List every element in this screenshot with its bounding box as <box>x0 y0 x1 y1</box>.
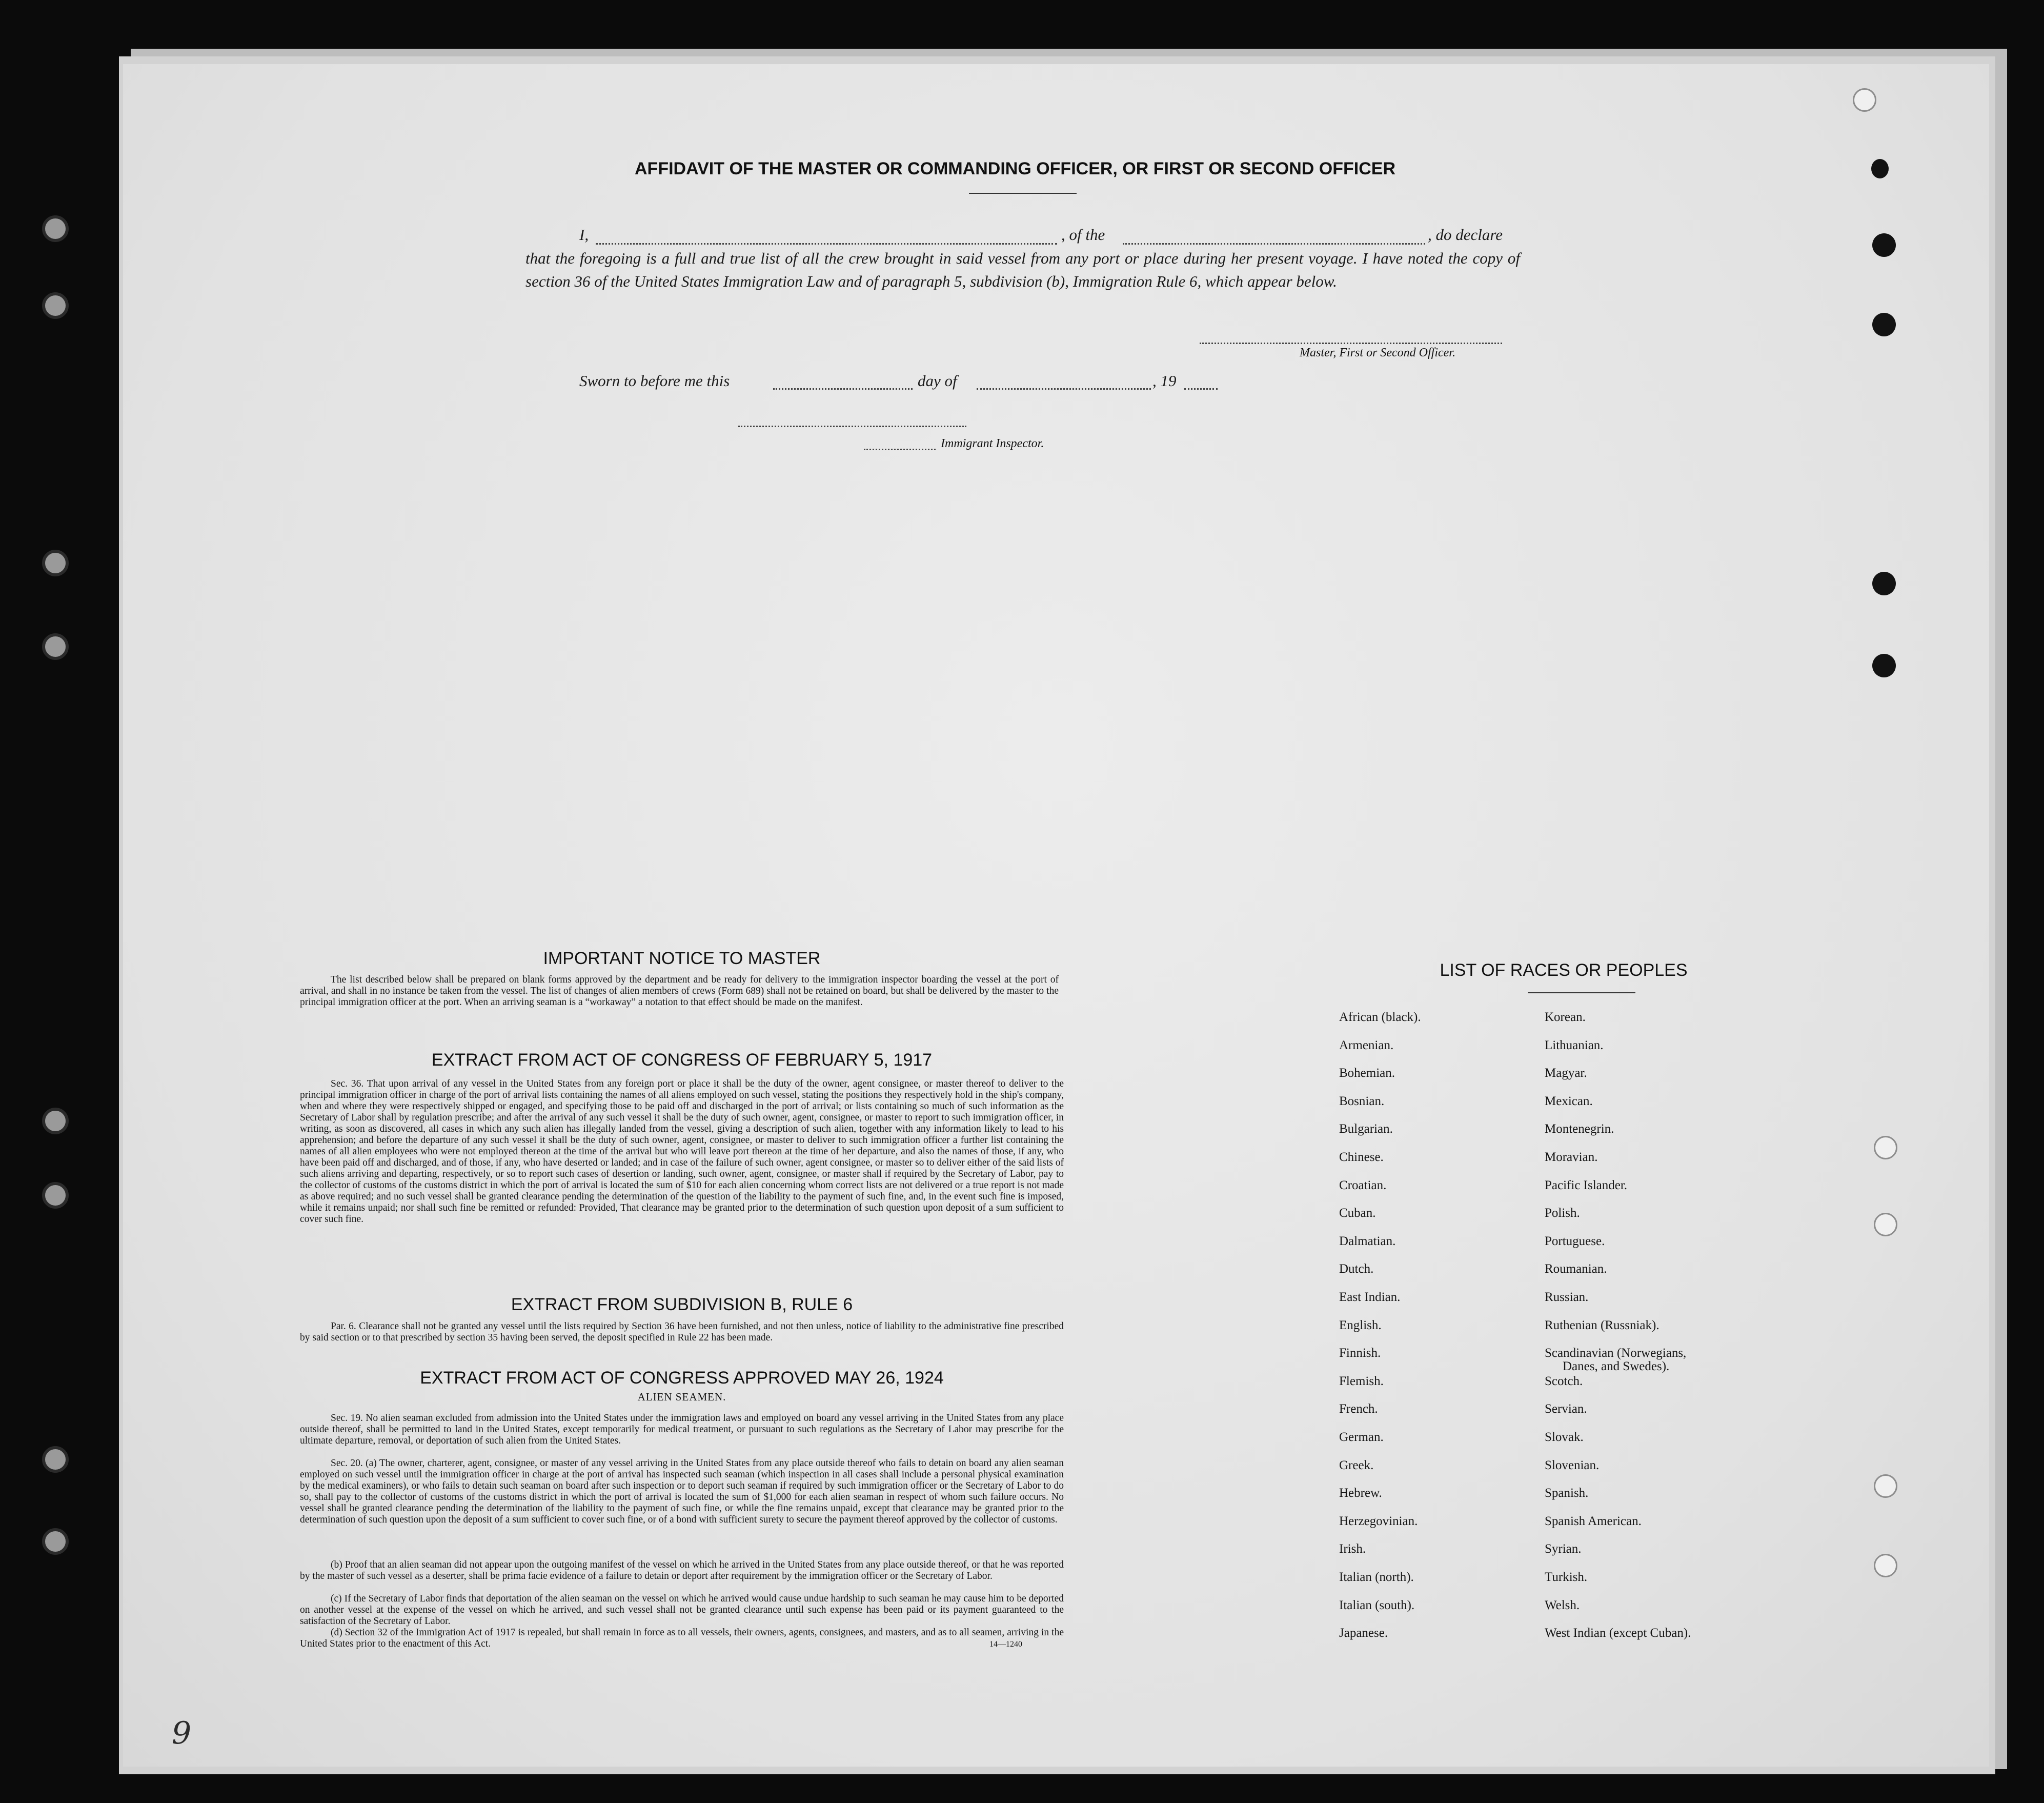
extract-1924-sec20c: (c) If the Secretary of Labor finds that deportation of the alien seaman on the vessel on which he arrived would cause undue hardship to such seaman he may cause him to be deported on another vessel at the expense of the vessel on which he arrived, and such vessel shall not be granted clearance until such expense has been paid or its payment guaranteed to the satisfaction of the Secretary of Labor. <box>300 1593 1064 1627</box>
binder-hole <box>42 550 69 576</box>
punched-hole <box>1853 88 1876 112</box>
race-item: Flemish. <box>1339 1374 1384 1388</box>
extract-1924-title: EXTRACT FROM ACT OF CONGRESS APPROVED MAY 26, 1924 <box>420 1368 944 1388</box>
race-item: Dutch. <box>1339 1262 1374 1276</box>
races-rule <box>1528 992 1635 993</box>
handwritten-mark: 9 <box>172 1715 192 1751</box>
race-item: Dalmatian. <box>1339 1234 1396 1248</box>
race-item: Greek. <box>1339 1458 1374 1472</box>
punched-hole <box>1871 159 1889 178</box>
race-item: Finnish. <box>1339 1346 1381 1360</box>
sworn-year-blank[interactable] <box>1184 388 1218 390</box>
race-item: Magyar. <box>1545 1066 1587 1080</box>
race-item: Slovenian. <box>1545 1458 1600 1472</box>
sworn-year: , 19 <box>1152 372 1177 390</box>
punched-hole <box>1872 313 1896 336</box>
race-item: Montenegrin. <box>1545 1122 1614 1136</box>
race-item: Danes, and Swedes). <box>1563 1359 1670 1374</box>
binder-hole <box>42 292 69 319</box>
affidavit-i: I, <box>579 226 589 244</box>
race-item: Croatian. <box>1339 1178 1387 1192</box>
inspector-signature-blank[interactable] <box>738 426 966 427</box>
title-rule <box>969 193 1077 194</box>
form-number: 14—1240 <box>989 1640 1022 1649</box>
race-item: Russian. <box>1545 1290 1589 1304</box>
punched-hole <box>1874 1213 1897 1236</box>
affidavit-title: AFFIDAVIT OF THE MASTER OR COMMANDING OFFICER, OR FIRST OR SECOND OFFICER <box>635 159 1395 178</box>
race-item: Bulgarian. <box>1339 1122 1393 1136</box>
race-item: Armenian. <box>1339 1038 1394 1052</box>
extract-rule6-body: Par. 6. Clearance shall not be granted any vessel until the lists required by Section 36 have been furnished, and not then unless, notice of liability to the administrative fine prescribed by said section or to that prescribed by section 35 having been served, the deposit specified in Rule 22 has been made. <box>300 1321 1064 1343</box>
extract-1924-sec19: Sec. 19. No alien seaman excluded from admission into the United States under the immigration laws and employed on board any vessel arriving in the United States from any place outside thereof, shall be permitted to land in the United States, except temporarily for medical treatment, or pursuant to such regulations as the Secretary of Labor may prescribe for the ultimate departure, removal, or deportation of such alien from the United States. <box>300 1413 1064 1446</box>
punched-hole <box>1874 1554 1897 1577</box>
binder-hole <box>42 1446 69 1473</box>
binder-hole <box>42 215 69 242</box>
race-item: Servian. <box>1545 1402 1587 1416</box>
binder-hole <box>42 1528 69 1555</box>
race-item: Bohemian. <box>1339 1066 1395 1080</box>
race-item: English. <box>1339 1318 1382 1332</box>
sworn-day-blank[interactable] <box>773 388 913 390</box>
binder-hole <box>42 1108 69 1134</box>
extract-1924-sec20a: Sec. 20. (a) The owner, charterer, agent, consignee, or master of any vessel arriving in the United States from any place outside thereof who fails to detain on board any alien seaman employed on such vessel until the immigration officer in charge at the port of arrival has inspected such seaman (which inspection in all cases shall include a personal physical examination by the medical examiners), or who fails to detain such seaman on board after such inspection or to deport such seaman if required by such immigration officer or the Secretary of Labor to do so, shall pay to the collector of customs of the customs district in which the port of arrival is located the sum of $1,000 for each alien seaman in respect of whom such failure occurs. No vessel shall be granted clearance pending the determination of the liability to the payment of such fine, or while the fine remains unpaid, except that clearance may be granted prior to the determination of such question upon the deposit of a sum sufficient to cover such fine, or of a bond with sufficient surety to secure the payment thereof approved by the collector of customs. <box>300 1458 1064 1525</box>
race-item: Italian (north). <box>1339 1570 1414 1584</box>
extract-rule6-title: EXTRACT FROM SUBDIVISION B, RULE 6 <box>511 1295 853 1314</box>
race-item: Syrian. <box>1545 1542 1582 1556</box>
race-item: Welsh. <box>1545 1598 1580 1612</box>
race-item: Slovak. <box>1545 1430 1584 1444</box>
race-item: Irish. <box>1339 1542 1366 1556</box>
affidavit-of-the: , of the <box>1061 226 1105 244</box>
race-item: Turkish. <box>1545 1570 1588 1584</box>
race-item: Scandinavian (Norwegians, <box>1545 1346 1687 1360</box>
race-item: Moravian. <box>1545 1150 1598 1164</box>
race-item: Herzegovinian. <box>1339 1514 1418 1528</box>
binder-hole <box>42 633 69 660</box>
race-item: Lithuanian. <box>1545 1038 1604 1052</box>
race-item: Ruthenian (Russniak). <box>1545 1318 1660 1332</box>
punched-hole <box>1874 1136 1897 1159</box>
sworn-month-blank[interactable] <box>977 388 1151 390</box>
notice-title: IMPORTANT NOTICE TO MASTER <box>543 949 821 968</box>
race-item: Italian (south). <box>1339 1598 1415 1612</box>
officer-signature-blank[interactable] <box>1200 343 1502 344</box>
race-item: French. <box>1339 1402 1378 1416</box>
binder-hole <box>42 1182 69 1209</box>
affidavit-body: that the foregoing is a full and true list of all the crew brought in said vessel from any port or place during her present voyage. I have noted the copy of section 36 of the United States Immigration Law and of paragraph 5, subdivision (b), Immigration Rule 6, which appear below. <box>525 249 1520 290</box>
race-item: Bosnian. <box>1339 1094 1385 1108</box>
extract-1924-sec20b: (b) Proof that an alien seaman did not appear upon the outgoing manifest of the vessel on which he arrived in the United States from any place outside thereof, or that he was reported by the master of such vessel as a deserter, shall be prima facie evidence of a failure to detain or deport after requirement by the immigration officer or the Secretary of Labor. <box>300 1559 1064 1581</box>
race-item: Hebrew. <box>1339 1486 1382 1500</box>
extract-1917-title: EXTRACT FROM ACT OF CONGRESS OF FEBRUARY 5, 1917 <box>431 1050 933 1070</box>
race-item: West Indian (except Cuban). <box>1545 1626 1691 1640</box>
race-item: East Indian. <box>1339 1290 1401 1304</box>
punched-hole <box>1872 233 1896 257</box>
sworn-prefix: Sworn to before me this <box>579 372 730 390</box>
notice-body: The list described below shall be prepared on blank forms approved by the department and be ready for delivery to the immigration inspector boarding the vessel at the port of arrival, and shall in no instance be taken from the vessel. The list of changes of alien members of crews (Form 689) shall not be retained on board, but shall be delivered by the master to the principal immigration officer at the port. When an arriving seaman is a “workaway” a notation to that effect should be made on the manifest. <box>300 974 1059 1008</box>
race-item: Pacific Islander. <box>1545 1178 1628 1192</box>
race-item: Japanese. <box>1339 1626 1388 1640</box>
race-item: German. <box>1339 1430 1384 1444</box>
inspector-label: Immigrant Inspector. <box>941 437 1044 450</box>
extract-1917-body: Sec. 36. That upon arrival of any vessel in the United States from any foreign port or place it shall be the duty of the owner, agent consignee, or master thereof to deliver to the principal immigration officer in charge of the port of arrival lists containing the names of all aliens employed on such vessel, stating the positions they respectively hold in the ship's company, when and where they were respectively shipped or engaged, and specifying those to be paid off and discharged in the port of arrival; or lists containing so much of such information as the Secretary of Labor shall by regulation prescribe; and after the arrival of any such vessel it shall be the duty of such owner, agent, consignee, or master to report to such immigration officer, in writing, as soon as discovered, all cases in which any such alien has illegally landed from the vessel, giving a description of such alien, together with any information likely to lead to his apprehension; and before the departure of any such vessel it shall be the duty of such owner, agent, consignee, or master to deliver to such immigration officer a further list containing the names of all alien employees who were not employed thereon at the time of the arrival but who will leave port thereon at the time of her departure, and also the names of those, if any, who have been paid off and discharged, and of those, if any, who have deserted or landed; and in case of the failure of such owner, agent consignee, or master so to deliver either of the said lists of such aliens arriving and departing, respectively, or so to report such cases of desertion or landing, such owner, agent, consignee, or master shall if required by the Secretary of Labor, pay to the collector of customs of the customs district in which the port of arrival is located the sum of $10 for each alien concerning whom correct lists are not delivered or a true report is not made as above required; and no such vessel shall be granted clearance pending the determination of the question of the liability to the payment of such fine, and, in the event such fine is imposed, while it remains unpaid; nor shall such fine be remitted or refunded: Provided, That clearance may be granted prior to the determination of such question upon deposit of a sum sufficient to cover such fine. <box>300 1078 1064 1225</box>
race-item: Scotch. <box>1545 1374 1583 1388</box>
vessel-blank[interactable] <box>1123 243 1425 245</box>
punched-hole <box>1872 654 1896 677</box>
races-title: LIST OF RACES OR PEOPLES <box>1440 960 1688 980</box>
extract-1924-sec20d: (d) Section 32 of the Immigration Act of 1917 is repealed, but shall remain in force as to all vessels, their owners, agents, consignees, and masters, and as to all seamen, arriving in the United States prior to the enactment of this Act. <box>300 1627 1064 1649</box>
punched-hole <box>1872 572 1896 595</box>
punched-hole <box>1874 1474 1897 1498</box>
affidavit-declare: , do declare <box>1428 226 1503 244</box>
race-item: Chinese. <box>1339 1150 1384 1164</box>
race-item: African (black). <box>1339 1010 1421 1024</box>
inspector-name-blank[interactable] <box>864 449 936 450</box>
race-item: Korean. <box>1545 1010 1586 1024</box>
officer-label: Master, First or Second Officer. <box>1300 346 1455 359</box>
race-item: Cuban. <box>1339 1206 1376 1220</box>
race-item: Spanish American. <box>1545 1514 1642 1528</box>
race-item: Mexican. <box>1545 1094 1593 1108</box>
race-item: Spanish. <box>1545 1486 1589 1500</box>
race-item: Polish. <box>1545 1206 1580 1220</box>
name-blank[interactable] <box>596 243 1057 245</box>
extract-1924-subtitle: ALIEN SEAMEN. <box>637 1391 726 1403</box>
race-item: Roumanian. <box>1545 1262 1607 1276</box>
race-item: Portuguese. <box>1545 1234 1605 1248</box>
sworn-day-of: day of <box>918 372 957 390</box>
